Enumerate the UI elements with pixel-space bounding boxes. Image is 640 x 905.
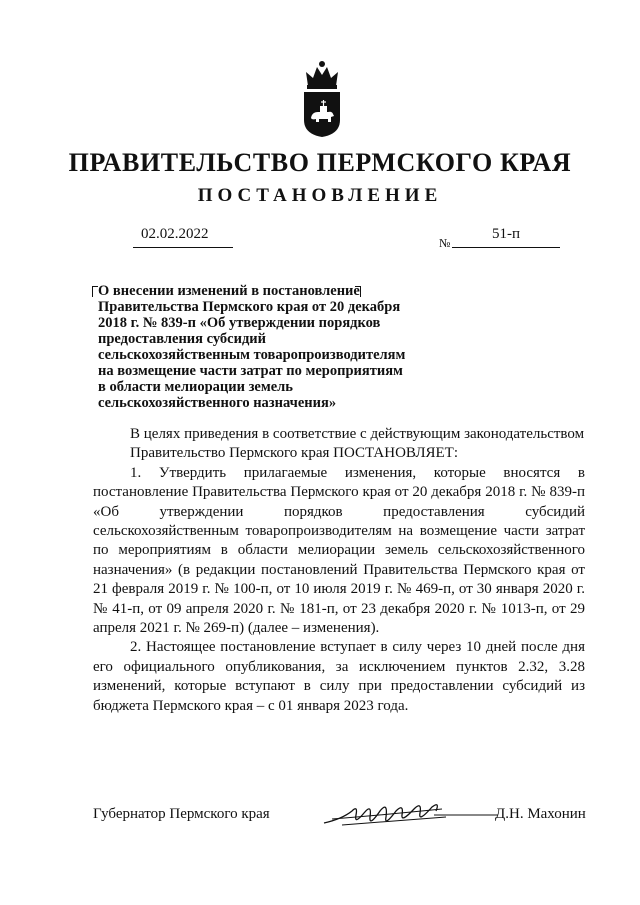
- subject-line: на возмещение части затрат по мероприятиям: [98, 363, 403, 379]
- subject-line: сельскохозяйственным товаропроизводителям: [98, 347, 406, 363]
- document-type: ПОСТАНОВЛЕНИЕ: [197, 185, 443, 206]
- subject-line: 2018 г. № 839-п «Об утверждении порядков: [98, 315, 381, 331]
- document-body: [93, 425, 585, 716]
- subject-line: Правительства Пермского края от 20 декабря: [98, 299, 401, 315]
- subject-line: сельскохозяйственного назначения»: [98, 395, 337, 411]
- signatory-position: Губернатор Пермского края: [93, 806, 270, 822]
- document-subject: [98, 283, 438, 411]
- government-title: ПРАВИТЕЛЬСТВО ПЕРМСКОГО КРАЯ: [68, 148, 572, 177]
- document-date: 02.02.2022: [133, 226, 233, 248]
- subject-line: в области мелиорации земель: [98, 379, 293, 395]
- document-number: 51-п: [452, 226, 560, 248]
- subject-line: предоставления субсидий: [98, 331, 267, 347]
- body-paragraph-item-1: 1. Утвердить прилагаемые изменения, которые вносятся в постановление Правительства Пермского края от 20 декабря 2018 г. № 839-п «Об утверждении порядков предоставления субсидий сельскохозяйственным товаропроизводителям на возмещение части затрат по мероприятиям в области мелиорации земель сельскохозяйственного назначения» (в редакции постановлений Правительства Пермского края от 21 февраля 2019 г. № 100-п, от 10 июля 2019 г. № 469-п, от 30 января 2020 г. № 41-п, от 09 апреля 2020 г. № 181-п, от 23 декабря 2020 г. № 1013-п, от 29 апреля 2021 г. № 269-п) (далее – изменения).: [93, 464, 585, 637]
- perm-krai-coat-of-arms-icon: [298, 58, 346, 138]
- number-sign: №: [439, 236, 451, 250]
- subject-line: О внесении изменений в постановление: [98, 283, 360, 299]
- body-paragraph-preamble: В целях приведения в соответствие с действующим законодательством: [130, 426, 585, 442]
- body-paragraph-resolves: Правительство Пермского края ПОСТАНОВЛЯЕТ:: [130, 445, 459, 462]
- handwritten-signature: [322, 797, 498, 831]
- signatory-name: Д.Н. Махонин: [495, 806, 586, 822]
- body-paragraph-item-2: 2. Настоящее постановление вступает в силу через 10 дней после дня его официального опубликования, за исключением пунктов 2.32, 3.28 изменений, которые вступают в силу при предоставлении субсидий из бюджета Пермского края – с 01 января 2023 года.: [93, 639, 585, 714]
